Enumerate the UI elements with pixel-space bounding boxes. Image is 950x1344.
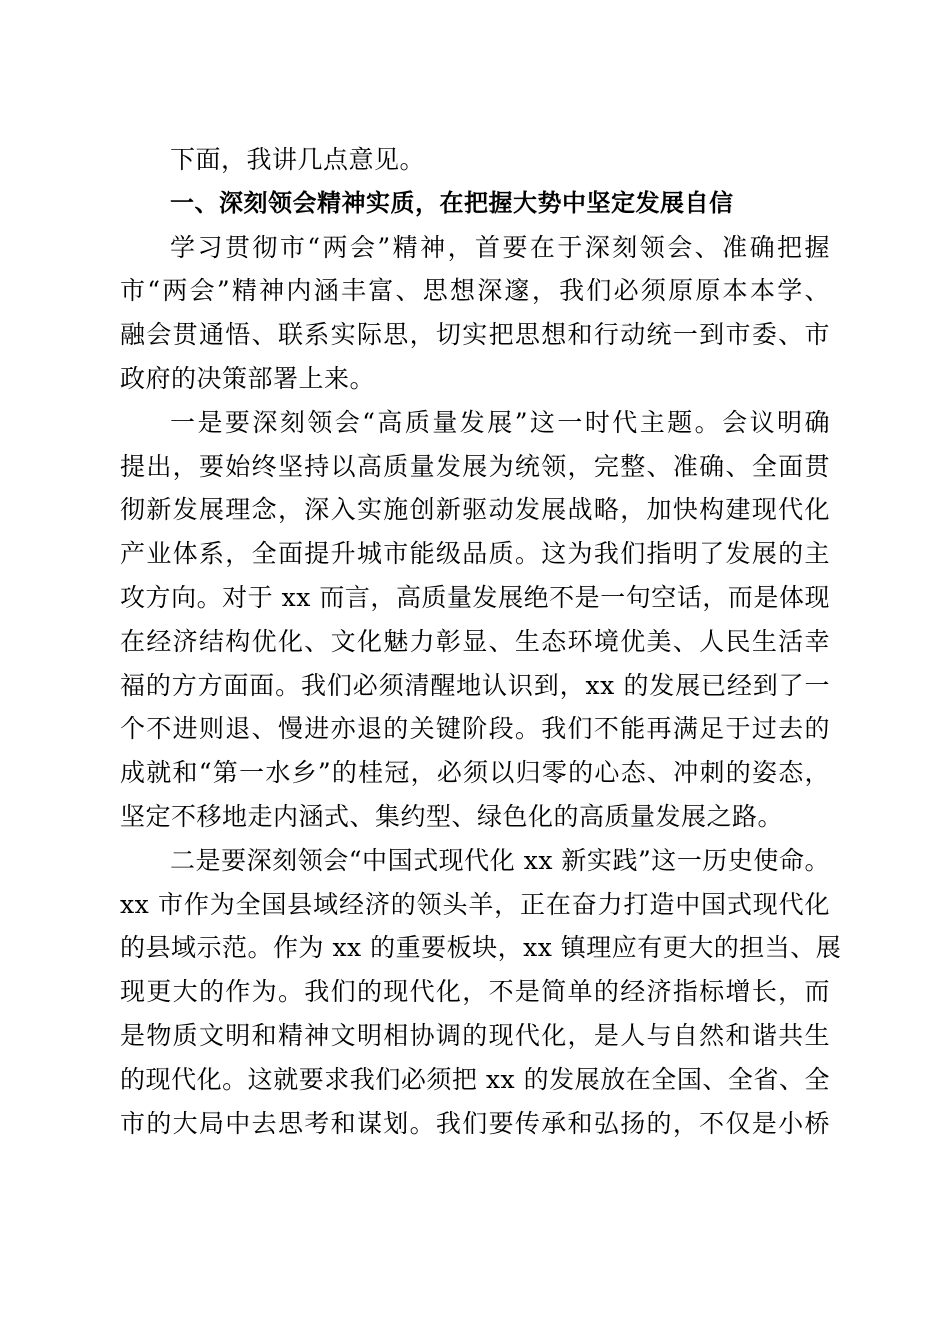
text-line: 产业体系，全面提升城市能级品质。这为我们指明了发展的主 [120,539,830,569]
document-body [120,138,842,1145]
text-line: 的现代化。这就要求我们必须把 xx 的发展放在全国、全省、全 [120,1064,830,1094]
text-line: 下面，我讲几点意见。 [170,145,426,174]
text-line: 现更大的作为。我们的现代化，不是简单的经济指标增长，而 [120,977,830,1007]
text-line: 成就和“第一水乡”的桂冠，必须以归零的心态、冲刺的姿态， [120,758,830,788]
text-line: 彻新发展理念，深入实施创新驱动发展战略，加快构建现代化 [120,495,830,525]
text-line: 坚定不移地走内涵式、集约型、绿色化的高质量发展之路。 [120,801,784,831]
text-line: 政府的决策部署上来。 [120,363,376,393]
text-line: 在经济结构优化、文化魅力彰显、生态环境优美、人民生活幸 [120,626,830,656]
text-line: 提出，要始终坚持以高质量发展为统领，完整、准确、全面贯 [120,451,830,481]
text-line: 一是要深刻领会“高质量发展”这一时代主题。会议明确 [170,407,830,437]
text-line: 二是要深刻领会“中国式现代化 xx 新实践”这一历史使命。 [170,845,830,875]
text-line: 是物质文明和精神文明相协调的现代化，是人与自然和谐共生 [120,1020,830,1050]
text-line: 攻方向。对于 xx 而言，高质量发展绝不是一句空话，而是体现 [120,582,830,612]
text-line: 融会贯通悟、联系实际思，切实把思想和行动统一到市委、市 [120,320,830,350]
text-line: 的县域示范。作为 xx 的重要板块，xx 镇理应有更大的担当、展 [120,933,842,963]
text-line: 学习贯彻市“两会”精神，首要在于深刻领会、准确把握 [170,232,830,262]
section-heading: 一、深刻领会精神实质，在把握大势中坚定发展自信 [170,188,734,217]
text-line: 市“两会”精神内涵丰富、思想深邃，我们必须原原本本学、 [120,276,830,306]
text-line: xx 市作为全国县域经济的领头羊，正在奋力打造中国式现代化 [120,889,830,919]
text-line: 个不进则退、慢进亦退的关键阶段。我们不能再满足于过去的 [120,714,830,744]
text-line: 福的方方面面。我们必须清醒地认识到，xx 的发展已经到了一 [120,670,830,700]
text-line: 市的大局中去思考和谋划。我们要传承和弘扬的，不仅是小桥 [120,1108,830,1138]
